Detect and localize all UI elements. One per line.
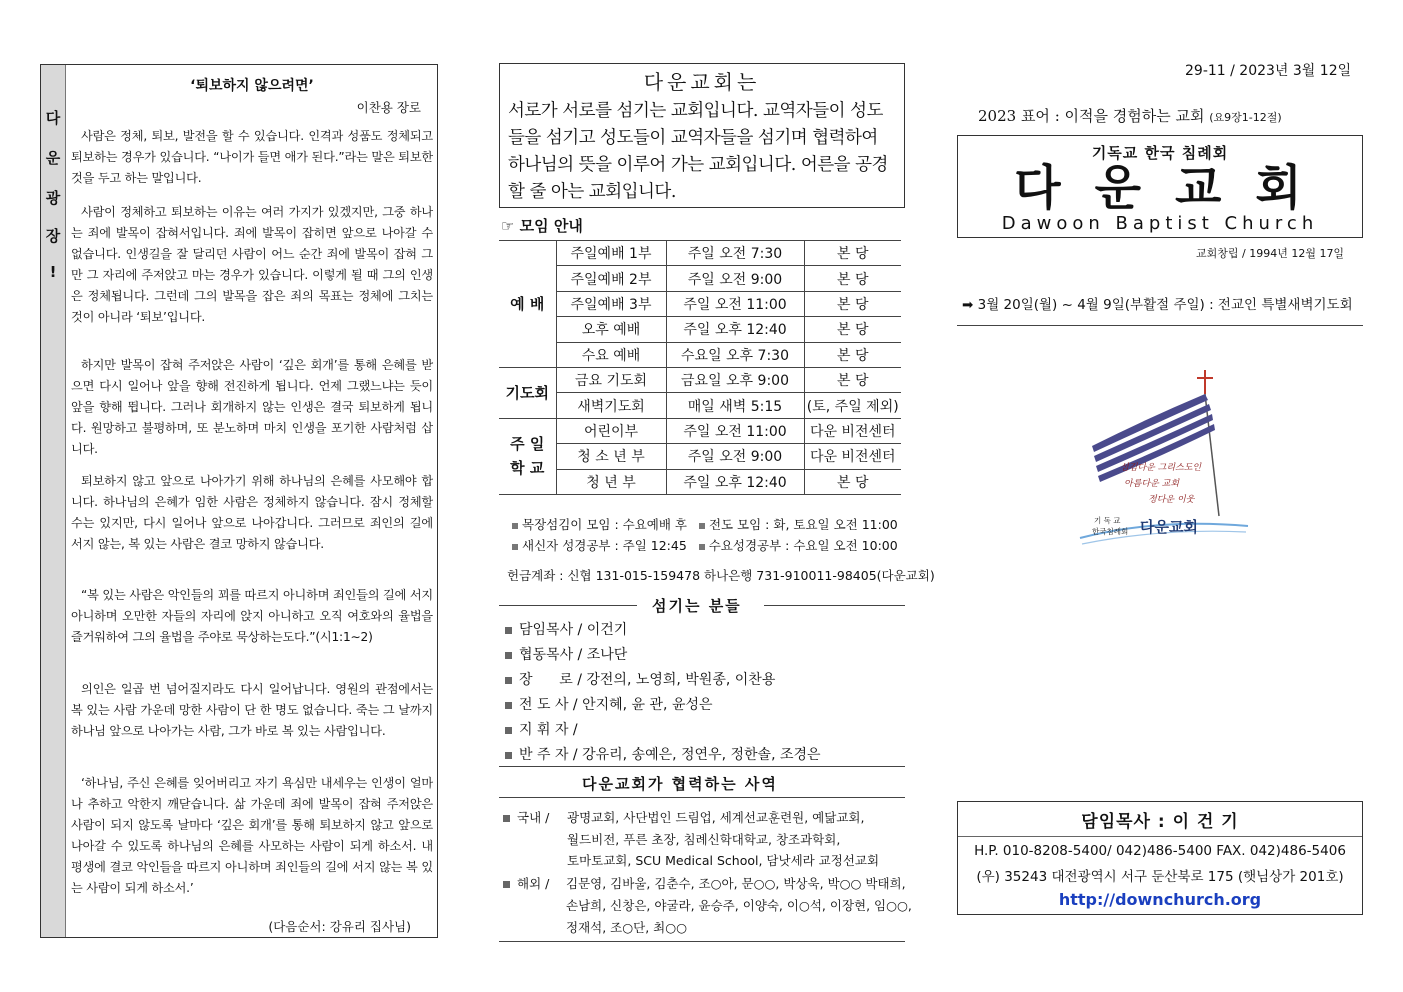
logo-slogan: 섬김다운 그리스도인 [1120, 463, 1202, 473]
logo-slogan: 정다운 이웃 [1148, 495, 1195, 505]
domestic-label-line [503, 808, 549, 826]
meeting-place: 본 당 [804, 367, 901, 392]
meeting-note: 새신자 성경공부 : 주일 12:45 [522, 538, 687, 553]
table-row [499, 266, 901, 291]
meeting-note: 목장섬김이 모임 : 수요예배 후 [522, 517, 688, 532]
meeting-place: (토, 주일 제외) [804, 393, 901, 418]
servant-entry: 지 휘 자 / [519, 722, 578, 738]
logo-church-name: 다운교회 [1140, 518, 1198, 536]
group-label: 기도회 [499, 367, 556, 418]
meeting-name: 수요 예배 [556, 342, 666, 367]
meeting-place: 본 당 [804, 266, 901, 291]
meeting-place: 본 당 [804, 241, 901, 266]
side-title-char: 광 [45, 189, 61, 207]
servant-entry: 전 도 사 / 안지혜, 윤 관, 윤성은 [519, 697, 713, 713]
year-motto [978, 105, 1282, 126]
side-title-char: ! [49, 263, 57, 281]
table-row [499, 418, 901, 443]
issue-date: 29-11 / 2023년 3월 12일 [1185, 63, 1352, 79]
church-name-box [957, 135, 1363, 238]
overseas-label: 해외 / [517, 876, 550, 891]
bullet-square-icon [505, 652, 512, 659]
divider [764, 605, 905, 606]
servants-list [505, 620, 821, 770]
meeting-name: 주일예배 2부 [556, 266, 666, 291]
table-row [499, 469, 901, 494]
article-author: 이찬용 장로 [356, 100, 421, 115]
domestic-ministry-line: 광명교회, 사단법인 드림업, 세계선교훈련원, 예닮교회, [567, 810, 865, 825]
ministries-header: 다운교회가 협력하는 사역 [582, 775, 778, 793]
meeting-note-line [512, 536, 898, 554]
overseas-missionary-line: 김문영, 김바울, 김춘수, 조○아, 문○○, 박상욱, 박○○ 박태희, [566, 876, 906, 891]
bullet-square-icon [512, 523, 518, 529]
side-title-bar [41, 65, 66, 937]
divider [499, 941, 905, 942]
meeting-time: 금요일 오후 9:00 [666, 367, 804, 392]
servant-entry: 담임목사 / 이건기 [519, 622, 628, 638]
group-label: 주 일 학 교 [499, 418, 556, 494]
bullet-square-icon [503, 881, 510, 888]
divider [957, 325, 1363, 326]
meeting-name: 어린이부 [556, 418, 666, 443]
list-item [505, 620, 821, 645]
list-item [505, 670, 821, 695]
overseas-missionary-line: 정재석, 조○단, 최○○ [566, 920, 688, 935]
bullet-square-icon [505, 677, 512, 684]
table-row [499, 367, 901, 392]
article-paragraph: “복 있는 사람은 악인들의 꾀를 따르지 아니하며 죄인들의 길에 서지 아니하며 오만한 자들의 자리에 앉지 아니하고 오직 여호와의 율법을 즐거워하여 그의 율법을 주야로 묵상하는도다.”(시1:1∼2) [71, 588, 433, 644]
list-item [505, 720, 821, 745]
side-title-char: 운 [45, 149, 61, 167]
church-name: 다운교회 [1014, 160, 1336, 216]
meeting-time: 주일 오전 11:00 [666, 291, 804, 316]
bullet-square-icon [699, 544, 705, 550]
bullet-square-icon [699, 523, 705, 529]
meeting-note: 수요성경공부 : 수요일 오전 10:00 [708, 538, 898, 553]
table-row [499, 393, 901, 418]
meeting-note-line [512, 515, 898, 533]
article-paragraph: 의인은 일곱 번 넘어질지라도 다시 일어납니다. 영원의 관점에서는 복 있는 사람 가운데 망한 사람이 단 한 명도 없습니다. 죽는 그 날까지 하나님 앞으로 나아가는 사람, 그가 바로 복 있는 사람입니다. [71, 682, 433, 738]
next-turn-note: (다음순서: 강유리 집사님) [268, 919, 411, 934]
phone-fax: H.P. 010-8208-5400/ 042)486-5400 FAX. 042)486-5406 [974, 843, 1346, 859]
meeting-name: 새벽기도회 [556, 393, 666, 418]
logo-slogan: 아름다운 교회 [1124, 479, 1180, 489]
article-paragraph: 사람은 정체, 퇴보, 발전을 할 수 있습니다. 인격과 성품도 정체되고 퇴보하는 경우가 있습니다. “나이가 들면 애가 된다.”라는 말은 퇴보한 것을 두고 하는 말입니다. [71, 129, 433, 185]
meeting-place: 본 당 [804, 342, 901, 367]
meeting-place: 본 당 [804, 469, 901, 494]
bullet-square-icon [512, 544, 518, 550]
table-row [499, 317, 901, 342]
address: (우) 35243 대전광역시 서구 둔산북로 175 (햇님상가 201호) [976, 869, 1344, 885]
meeting-name: 오후 예배 [556, 317, 666, 342]
pastor-title: 담임목사 : 이 건 기 [1081, 812, 1239, 832]
denomination: 기독교 한국 침례회 [1091, 144, 1229, 162]
meeting-time: 주일 오전 11:00 [666, 418, 804, 443]
meeting-name: 주일예배 1부 [556, 241, 666, 266]
servants-header: 섬기는 분들 [652, 597, 742, 615]
meeting-place: 다운 비전센터 [804, 418, 901, 443]
logo-denomination: 기 독 교 [1094, 516, 1121, 525]
website-link[interactable]: http://downchurch.org [1058, 890, 1262, 909]
side-title-char: 다 [45, 109, 61, 127]
meeting-time: 주일 오후 12:40 [666, 469, 804, 494]
side-title-char: 장 [45, 227, 61, 245]
meeting-name: 청 소 년 부 [556, 444, 666, 469]
domestic-ministry-line: 월드비전, 푸른 초장, 침례신학대학교, 창조과학회, [567, 832, 841, 847]
meeting-schedule-table [499, 240, 901, 495]
meeting-name: 금요 기도회 [556, 367, 666, 392]
overseas-missionary-line: 손남희, 신창은, 야굴라, 윤승주, 이양숙, 이○석, 이장현, 임○○, [566, 898, 912, 913]
mission-title: 다운교회는 [643, 70, 761, 94]
mission-text: 서로가 서로를 섬기는 교회입니다. 교역자들이 성도들을 섬기고 성도들이 교역자들을 섬기며 협력하여 하나님의 뜻을 이루어 가는 교회입니다. 어른을 공경할 줄 아는 교회입니다. [508, 101, 888, 202]
meeting-name: 주일예배 3부 [556, 291, 666, 316]
offering-account: 헌금계좌 : 신협 131-015-159478 하나은행 731-910011-98405(다운교회) [507, 568, 935, 583]
domestic-label: 국내 / [517, 810, 550, 825]
mission-box [499, 63, 905, 208]
special-notice: ➡ 3월 20일(월) ~ 4월 9일(부활절 주일) : 전교인 특별새벽기도회 [962, 297, 1353, 313]
meeting-time: 주일 오후 12:40 [666, 317, 804, 342]
table-row [499, 241, 901, 266]
domestic-ministry-line: 토마토교회, SCU Medical School, 담낫세라 교정선교회 [567, 853, 880, 868]
servant-entry: 장 로 / 강전의, 노영희, 박원종, 이찬용 [519, 672, 776, 688]
servant-entry: 협동목사 / 조나단 [519, 647, 628, 663]
servant-entry: 반 주 자 / 강유리, 송예은, 정연우, 정한솔, 조경은 [519, 747, 821, 763]
meeting-time: 주일 오전 9:00 [666, 266, 804, 291]
bullet-square-icon [505, 727, 512, 734]
meeting-time: 주일 오전 7:30 [666, 241, 804, 266]
meetings-header: ☞ 모임 안내 [501, 217, 583, 235]
meeting-place: 본 당 [804, 317, 901, 342]
divider [499, 797, 905, 798]
article-paragraph: 사람이 정체하고 퇴보하는 이유는 여러 가지가 있겠지만, 그중 하나는 죄에 발목이 잡혀서입니다. 죄에 발목이 잡히면 앞으로 나아갈 수 없습니다. 인생길을 잘 달리던 사람이 어느 순간 죄에 발목이 잡혀 그만 그 자리에 주저앉고 마는 경우가 있습니다. 이렇게 될 때 그의 인생은 정체됩니다. 그런데 그의 발목을 잡은 죄의 목표는 정체에 그치는 것이 아니라 ‘퇴보’입니다. [71, 205, 433, 324]
bullet-square-icon [505, 627, 512, 634]
motto-reference: (요9장1-12절) [1209, 111, 1282, 124]
meeting-time: 수요일 오후 7:30 [666, 342, 804, 367]
table-row [499, 444, 901, 469]
article-paragraph: 하지만 발목이 잡혀 주저앉은 사람이 ‘깊은 회개’를 통해 은혜를 받으면 다시 일어나 앞을 향해 전진하게 됩니다. 언제 그랬느냐는 듯이 앞을 향해 뜁니다. 그러나 회개하지 않는 인생은 결국 퇴보하게 됩니다. 원망하고 불평하며, 또 분노하며 마치 인생을 포기한 사람처럼 삽니다. [71, 358, 433, 456]
divider [499, 766, 905, 767]
pastor-contact-box [957, 801, 1363, 915]
meeting-place: 본 당 [804, 291, 901, 316]
meeting-place: 다운 비전센터 [804, 444, 901, 469]
group-label: 예 배 [499, 241, 556, 368]
divider [499, 605, 637, 606]
meeting-note: 전도 모임 : 화, 토요일 오전 11:00 [708, 517, 898, 532]
bullet-square-icon [503, 815, 510, 822]
article-paragraph: 퇴보하지 않고 앞으로 나아가기 위해 하나님의 은혜를 사모해야 합니다. 하나님의 은혜가 임한 사람은 정체하지 않습니다. 잠시 정체할 수는 있지만, 다시 일어나 앞으로 나아갑니다. 그러므로 죄인의 길에 서지 않는, 복 있는 사람은 결코 망하지 않습니다. [71, 474, 433, 551]
article-paragraph: ‘하나님, 주신 은혜를 잊어버리고 자기 욕심만 내세우는 인생이 얼마나 추하고 악한지 깨닫습니다. 삶 가운데 죄에 발목이 잡혀 주저앉은 사람이 되지 않도록 날마다 ‘깊은 회개’를 통해 퇴보하지 않고 앞으로 나아갈 수 있도록 하나님의 은혜를 사모하는 사람이 되게 하소서. 내 평생에 결코 악인들을 따르지 아니하며 죄인들의 길에 서지 않는 복 있는 사람이 되게 하소서.’ [71, 776, 433, 895]
bullet-square-icon [505, 702, 512, 709]
meeting-time: 주일 오전 9:00 [666, 444, 804, 469]
overseas-label-line [503, 874, 549, 892]
motto-text: 2023 표어 : 이적을 경험하는 교회 [978, 107, 1205, 125]
founding-date: 교회창립 / 1994년 12월 17일 [1196, 247, 1345, 260]
column-article [40, 64, 438, 938]
table-row [499, 342, 901, 367]
article-title: ‘퇴보하지 않으려면’ [190, 78, 314, 94]
logo-denomination: 한국침례회 [1092, 527, 1129, 536]
list-item [505, 645, 821, 670]
meeting-time: 매일 새벽 5:15 [666, 393, 804, 418]
church-logo [1078, 368, 1253, 553]
list-item [505, 695, 821, 720]
table-row [499, 291, 901, 316]
church-name-english: Dawoon Baptist Church [1001, 213, 1319, 234]
divider [958, 836, 1362, 837]
meeting-name: 청 년 부 [556, 469, 666, 494]
church-building-icon [1078, 368, 1253, 553]
bullet-square-icon [505, 752, 512, 759]
